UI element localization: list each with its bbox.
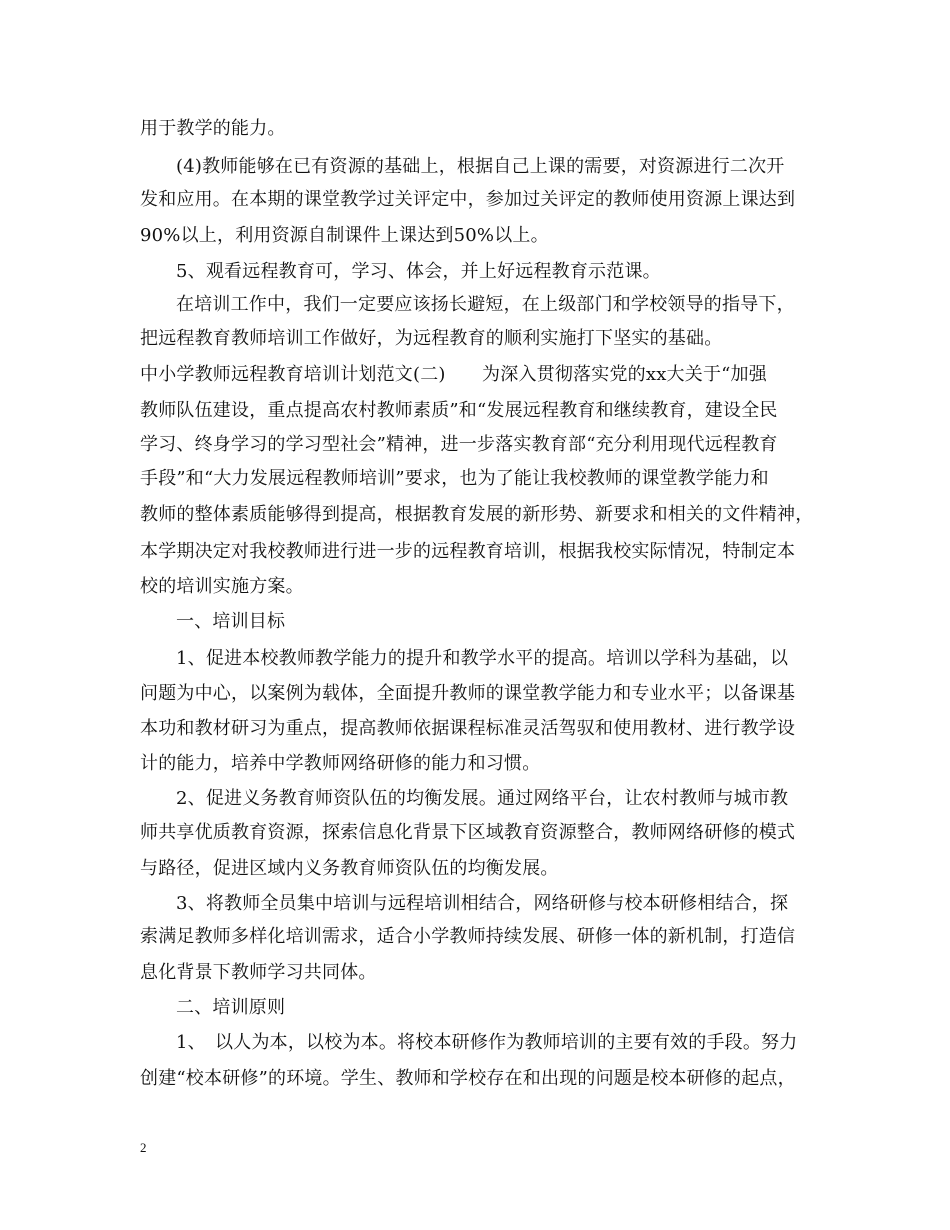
text-line: 学习、终身学习的学习型社会”精神，进一步落实教育部“充分利用现代远程教育	[140, 434, 778, 455]
text-line: 把远程教育教师培训工作做好，为远程教育的顺利实施打下坚实的基础。	[140, 328, 723, 349]
text-line: 在培训工作中，我们一定要应该扬长避短，在上级部门和学校领导的指导下，	[176, 294, 795, 315]
page-number: 2	[140, 1140, 147, 1155]
text-line: 用于教学的能力。	[140, 118, 286, 139]
text-line: 1、 以人为本，以校为本。将校本研修作为教师培训的主要有效的手段。努力	[176, 1032, 798, 1053]
text-line: 教师的整体素质能够得到提高，根据教育发展的新形势、新要求和相关的文件精神，	[140, 504, 814, 525]
text-line: 息化背景下教师学习共同体。	[140, 962, 377, 983]
section-heading: 二、培训原则	[176, 997, 286, 1018]
text-line: 与路径，促进区域内义务教育师资队伍的均衡发展。	[140, 858, 559, 879]
text-line: 发和应用。在本期的课堂教学过关评定中，参加过关评定的教师使用资源上课达到	[140, 189, 796, 210]
text-line: 师共享优质教育资源，探索信息化背景下区域教育资源整合，教师网络研修的模式	[140, 822, 796, 843]
text-line: 计的能力，培养中学教师网络研修的能力和习惯。	[140, 753, 541, 774]
text-line: 中小学教师远程教育培训计划范文(二) 为深入贯彻落实党的xx大关于“加强	[140, 364, 767, 385]
text-line: 教师队伍建设，重点提高农村教师素质”和“发展远程教育和继续教育，建设全民	[140, 400, 778, 421]
text-line: (4)教师能够在已有资源的基础上，根据自己上课的需要，对资源进行二次开	[176, 156, 785, 177]
text-line: 校的培训实施方案。	[140, 576, 304, 597]
text-line: 5、观看远程教育可，学习、体会，并上好远程教育示范课。	[176, 261, 661, 282]
section-heading: 一、培训目标	[176, 611, 286, 632]
text-line: 2、促进义务教育师资队伍的均衡发展。通过网络平台，让农村教师与城市教	[176, 788, 789, 809]
text-line: 1、促进本校教师教学能力的提升和教学水平的提高。培训以学科为基础，以	[176, 648, 789, 669]
text-line: 问题为中心，以案例为载体，全面提升教师的课堂教学能力和专业水平；以备课基	[140, 683, 796, 704]
text-line: 本学期决定对我校教师进行进一步的远程教育培训，根据我校实际情况，特制定本	[140, 541, 796, 562]
text-line: 手段”和“大力发展远程教师培训”要求，也为了能让我校教师的课堂教学能力和	[140, 468, 769, 489]
text-line: 索满足教师多样化培训需求，适合小学教师持续发展、研修一体的新机制，打造信	[140, 926, 796, 947]
text-line: 3、将教师全员集中培训与远程培训相结合，网络研修与校本研修相结合，探	[176, 893, 789, 914]
text-line: 本功和教材研习为重点，提高教师依据课程标准灵活驾驭和使用教材、进行教学设	[140, 718, 796, 739]
text-line: 创建“校本研修”的环境。学生、教师和学校存在和出现的问题是校本研修的起点，	[140, 1068, 796, 1089]
text-line: 90%以上，利用资源自制课件上课达到50%以上。	[140, 225, 549, 246]
